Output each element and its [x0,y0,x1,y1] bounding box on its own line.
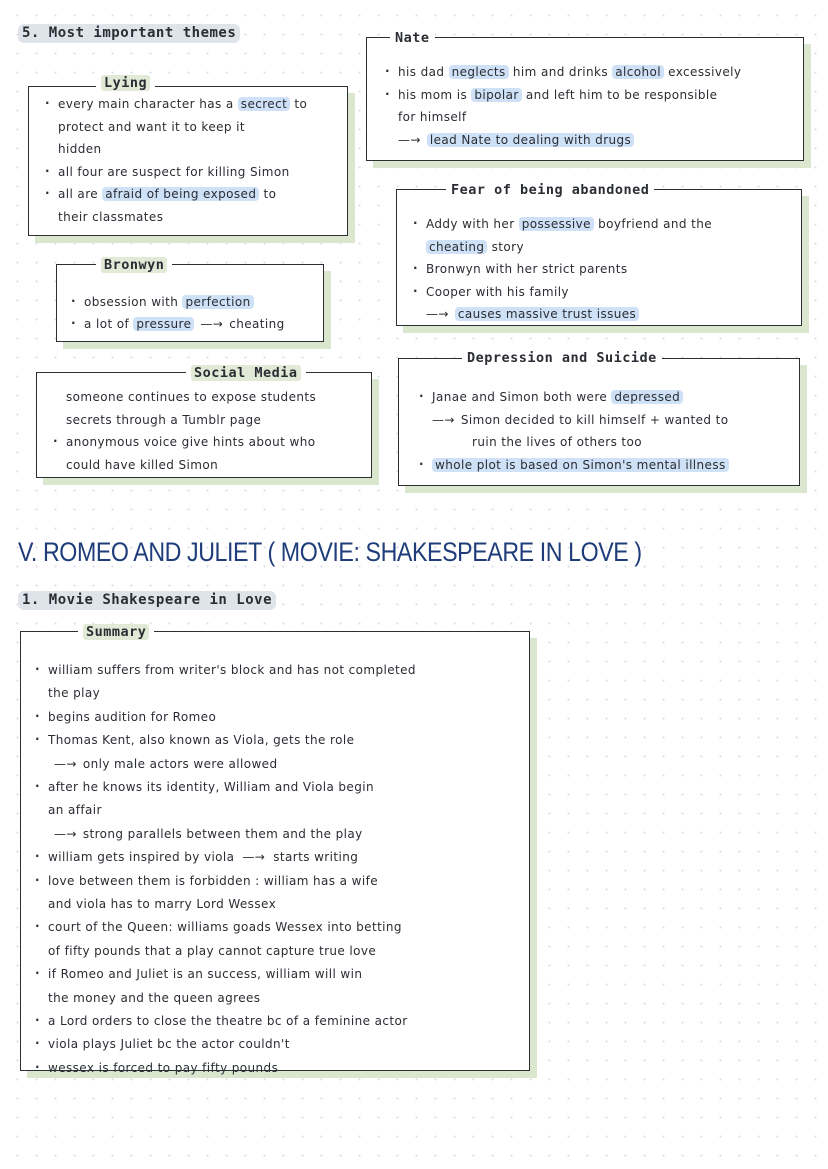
nate-title-text: Nate [395,30,430,46]
bronwyn-text: obsession with [84,295,183,309]
depression-highlight: whole plot is based on Simon's mental illness [432,458,729,472]
summary-line-16 [48,1037,290,1051]
summary-line-8 [48,850,358,864]
fear-text: boyfriend and the [593,217,713,231]
summary-text: the play [48,686,101,701]
fear-line-3 [426,285,569,299]
summary-text: love between them is forbidden : william has a wife [48,873,378,888]
summary-line-5 [48,780,374,794]
bronwyn-highlight: perfection [182,295,253,309]
summary-text: if Romeo and Juliet is an success, william will win [48,967,363,982]
depression-line-3 [432,458,729,472]
chapter-heading: V. ROMEO AND JULIET ( MOVIE: SHAKESPEARE IN LOVE ) [18,537,642,567]
arrow-icon: —→ [426,307,449,321]
depression-title-text: Depression and Suicide [467,350,657,366]
nate-line-2 [398,110,467,124]
arrow-icon: —→ [54,826,77,841]
social-text: anonymous voice give hints about who [66,435,316,449]
summary-text: of fifty pounds that a play cannot capture true love [48,943,377,958]
summary-text: and viola has to marry Lord Wessex [48,897,277,911]
depression-line-2 [472,435,642,449]
bronwyn-text: a lot of [84,317,134,331]
depression-highlight: depressed [611,390,683,404]
fear-text: Cooper with his family [426,284,569,299]
summary-line-2 [48,710,216,724]
summary-line-13 [48,967,362,981]
lying-line-4 [58,187,276,201]
depression-text: Simon decided to kill himself + wanted to [460,412,729,427]
arrow-icon: —→ [200,317,224,331]
summary-line-6 [48,803,102,817]
nate-highlight: alcohol [612,65,664,79]
fear-line-1 [426,240,524,254]
social-title-text: Social Media [191,365,301,381]
summary-line-0 [48,663,416,677]
summary-text: wessex is forced to pay fifty pounds [48,1060,279,1075]
summary-text: william suffers from writer's block and has not completed [48,663,416,677]
summary-line-3 [48,733,354,747]
social-line-2 [66,435,315,449]
social-text: could have killed Simon [66,457,219,472]
arrow-icon: —→ [432,412,455,427]
social-text: someone continues to expose students [66,390,317,404]
arrow-icon: —→ [242,850,266,865]
summary-text: william gets inspired by viola [48,850,235,865]
summary-text: Thomas Kent, also known as Viola, gets the role [48,733,355,748]
summary-line-14 [48,991,260,1005]
summary-line-9 [48,874,378,888]
lying-text: to [259,187,277,201]
lying-text: their classmates [58,209,164,224]
lying-text: hidden [58,142,102,156]
lying-line-5 [58,210,163,224]
lying-line-2 [58,142,102,156]
lying-line-3 [58,165,290,179]
social-line-1 [66,413,261,427]
fear-title [446,182,654,198]
fear-highlight: possessive [519,217,594,231]
depression-title [462,350,662,366]
fear-line-4 [426,307,639,321]
nate-highlight: lead Nate to dealing with drugs [427,133,634,147]
nate-highlight: neglects [449,65,509,79]
nate-line-0 [398,65,741,79]
summary-title-text: Summary [83,624,149,640]
summary-line-1 [48,686,100,700]
fear-box [396,189,802,326]
summary-text: the money and the queen agrees [48,990,261,1005]
bronwyn-line-0 [84,295,254,309]
bronwyn-highlight: pressure [133,317,194,331]
nate-text: and left him to be responsible [521,87,718,102]
nate-text: his dad [398,65,449,79]
summary-title [78,624,154,640]
nate-line-1 [398,88,717,102]
lying-text: every main character has a [58,97,238,111]
summary-line-12 [48,944,376,958]
fear-text: story [487,239,524,254]
summary-line-7 [54,827,363,841]
bronwyn-title [96,257,172,273]
lying-title [96,75,155,91]
lying-text: all four are suspect for killing Simon [58,164,290,179]
summary-line-10 [48,897,276,911]
summary-text: an affair [48,803,102,818]
bronwyn-line-1 [84,317,285,331]
social-line-3 [66,458,218,472]
lying-text: to [290,97,308,111]
lying-text: all are [58,187,103,201]
social-title [186,365,306,381]
lying-line-0 [58,97,307,111]
nate-line-3 [398,133,634,147]
nate-text: his mom is [398,87,472,102]
summary-line-4 [54,757,277,771]
summary-text: after he knows its identity, William and Viola begin [48,780,374,794]
summary-text: strong parallels between them and the play [82,826,363,841]
fear-highlight: causes massive trust issues [455,307,639,321]
depression-text: ruin the lives of others too [472,435,643,449]
fear-text: Bronwyn with her strict parents [426,262,628,276]
fear-line-0 [426,217,712,231]
lying-line-1 [58,120,245,134]
lying-highlight: afraid of being exposed [102,187,259,201]
fear-line-2 [426,262,628,276]
lying-title-text: Lying [101,75,150,91]
fear-text: Addy with her [426,217,519,231]
summary-line-11 [48,920,402,934]
depression-text: Janae and Simon both were [432,390,612,404]
summary-text: only male actors were allowed [82,756,278,771]
depression-line-1 [432,413,729,427]
arrow-icon: —→ [54,756,77,771]
summary-line-15 [48,1014,408,1028]
social-line-0 [66,390,316,404]
lying-highlight: secrect [238,97,290,111]
summary-text: begins audition for Romeo [48,709,217,724]
summary-text: a Lord orders to close the theatre bc of a feminine actor [48,1014,408,1028]
bronwyn-title-text: Bronwyn [101,257,167,273]
social-text: secrets through a Tumblr page [66,412,262,427]
fear-highlight: cheating [426,240,487,254]
nate-title [390,30,435,46]
arrow-icon: —→ [398,132,421,147]
summary-line-17 [48,1061,278,1075]
nate-text: for himself [398,110,467,124]
depression-line-0 [432,390,683,404]
nate-text: him and drinks [508,65,613,79]
section-1-heading: 1. Movie Shakespeare in Love [18,591,276,610]
summary-text: viola plays Juliet bc the actor couldn't [48,1037,290,1052]
fear-title-text: Fear of being abandoned [451,182,650,198]
section-5-heading: 5. Most important themes [18,24,240,43]
bronwyn-text: cheating [229,317,285,331]
summary-text: court of the Queen: williams goads Wessex into betting [48,920,402,935]
lying-text: protect and want it to keep it [58,119,245,134]
nate-text: excessively [663,65,742,79]
summary-text: starts writing [273,850,359,865]
nate-highlight: bipolar [471,88,521,102]
